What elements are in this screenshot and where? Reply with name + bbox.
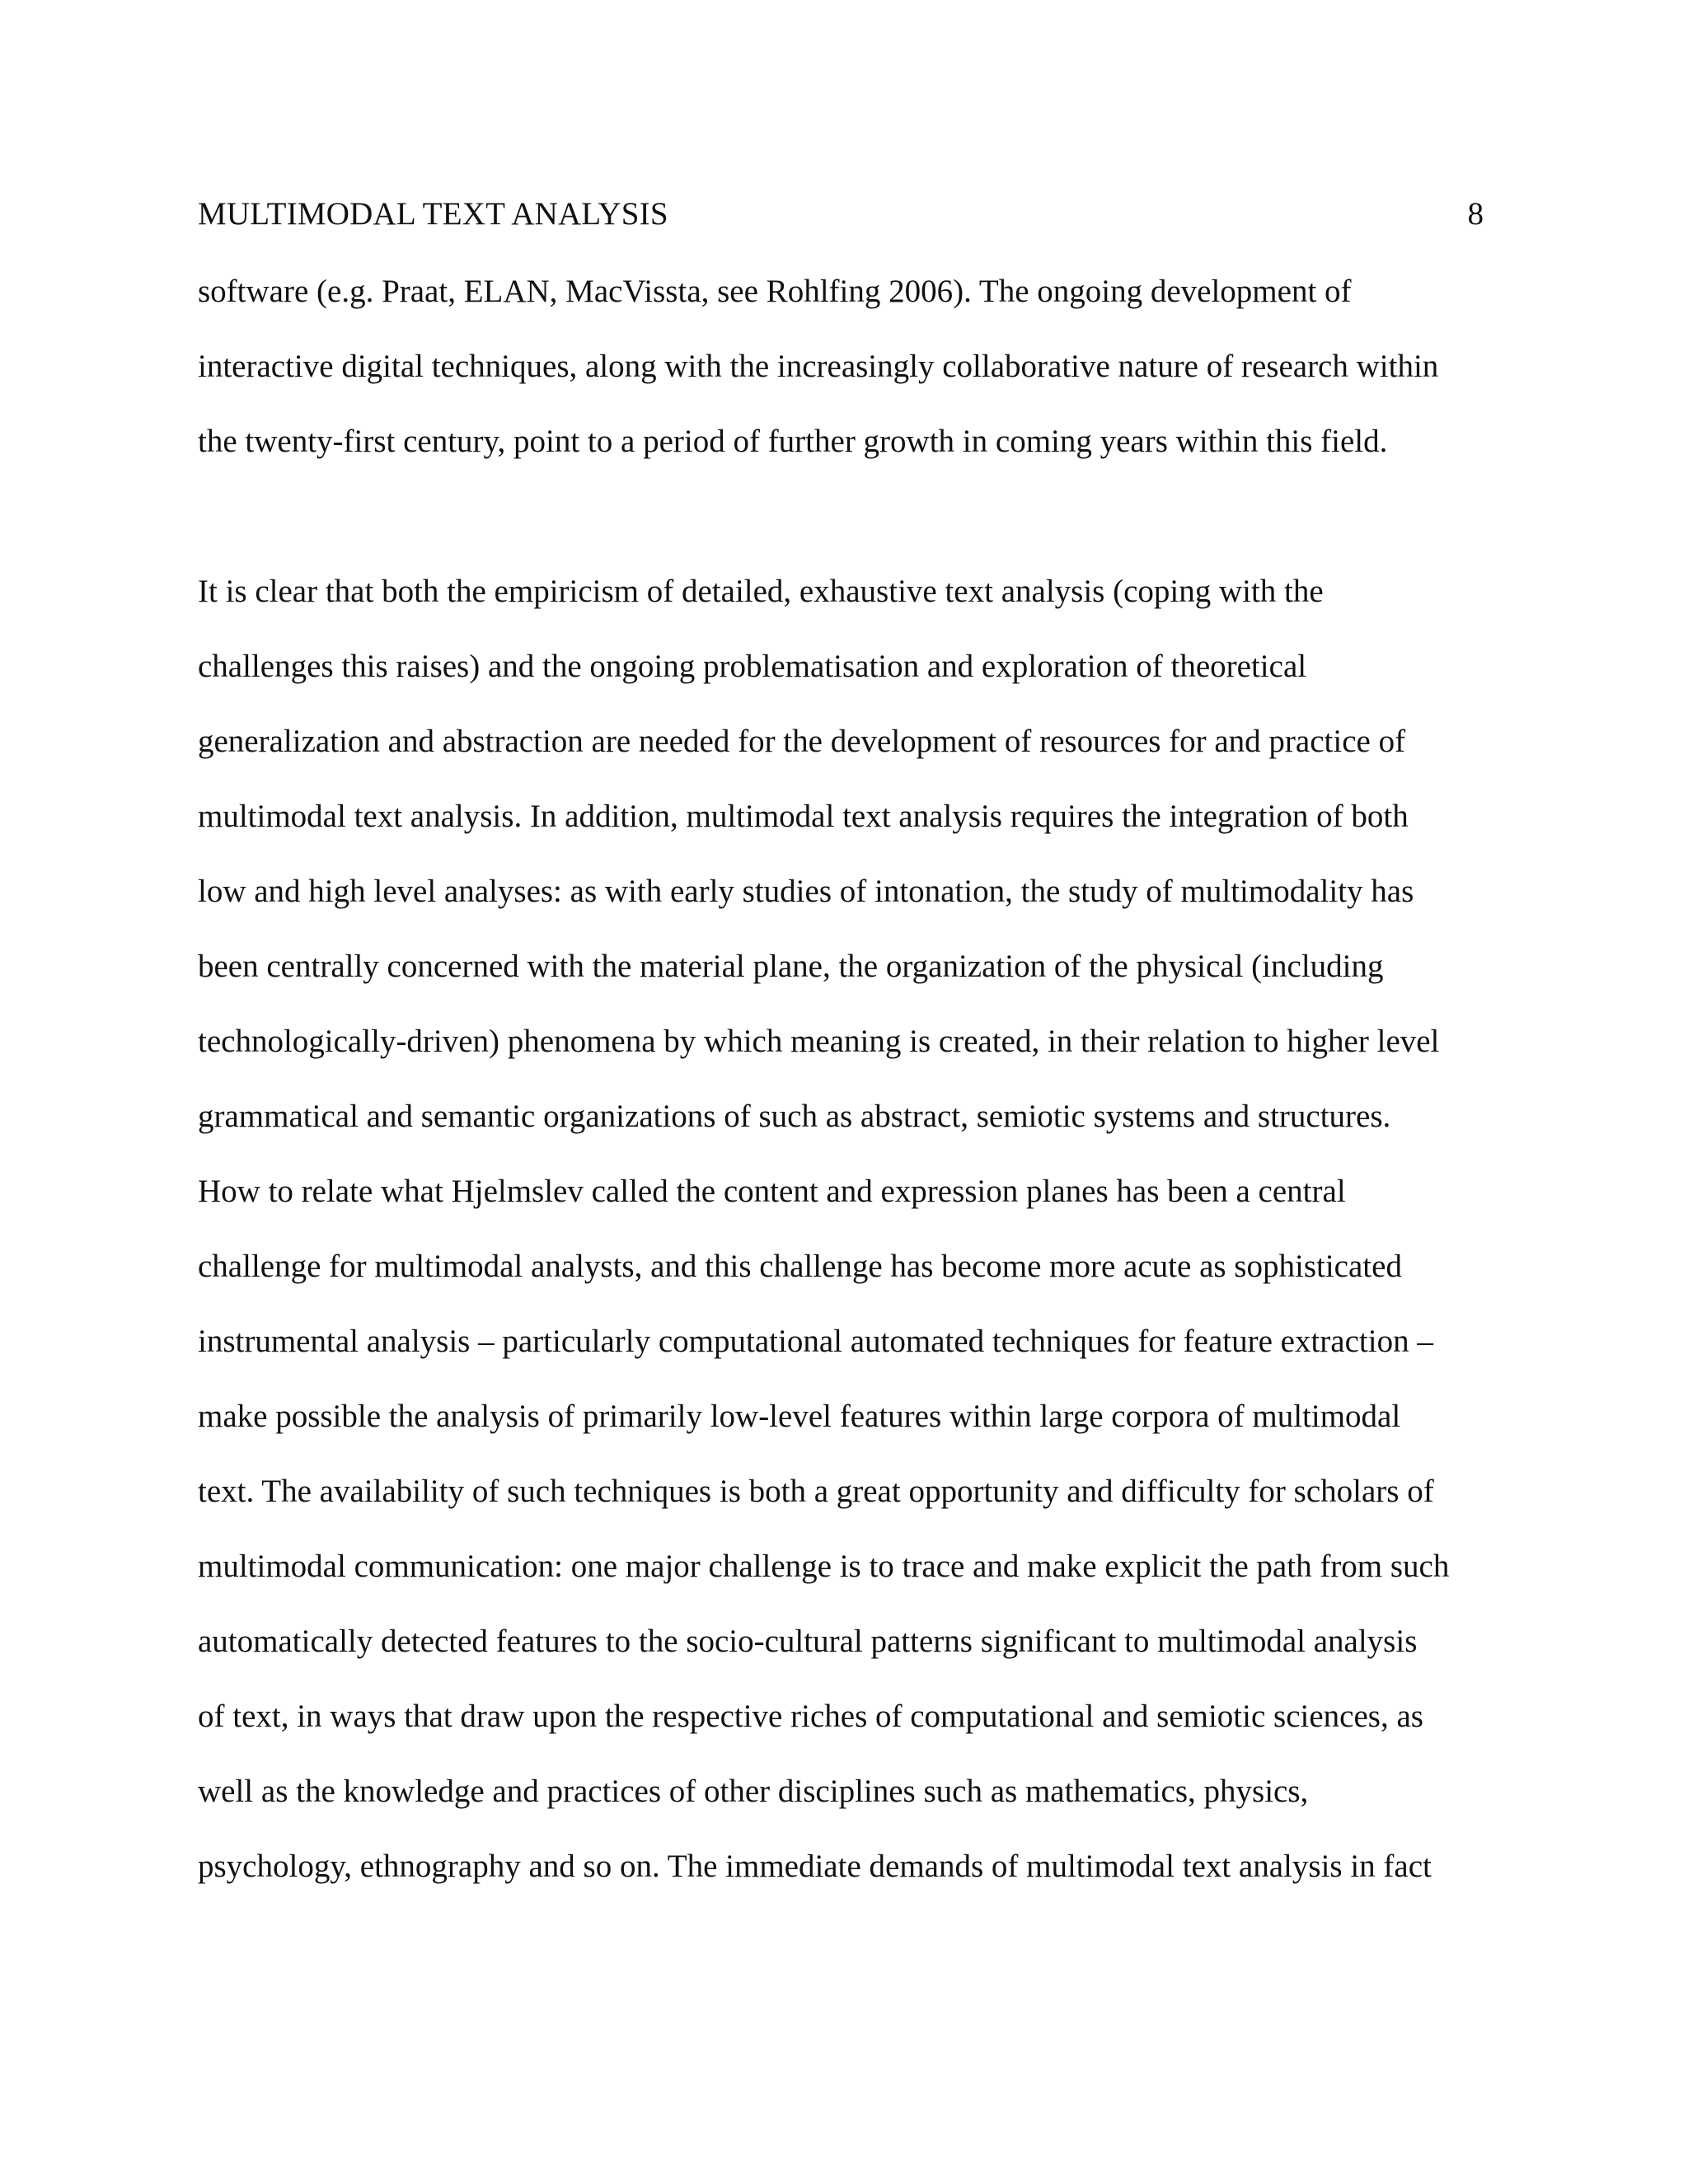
text-line: been centrally concerned with the material plane, the organization of the physical (including: [198, 949, 1384, 984]
text-line: software (e.g. Praat, ELAN, MacVissta, see Rohlfing 2006). The ongoing development of: [198, 274, 1352, 309]
text-line: the twenty-first century, point to a period of further growth in coming years within this field.: [198, 424, 1388, 459]
text-line: generalization and abstraction are needed for the development of resources for and practice of: [198, 724, 1406, 759]
text-line: interactive digital techniques, along with the increasingly collaborative nature of research within: [198, 349, 1439, 384]
text-line: psychology, ethnography and so on. The immediate demands of multimodal text analysis in fact: [198, 1849, 1432, 1884]
text-line: How to relate what Hjelmslev called the content and expression planes has been a central: [198, 1174, 1346, 1209]
text-line: It is clear that both the empiricism of detailed, exhaustive text analysis (coping with the: [198, 574, 1324, 609]
text-line: well as the knowledge and practices of other disciplines such as mathematics, physics,: [198, 1774, 1309, 1809]
text-line: grammatical and semantic organizations of such as abstract, semiotic systems and structures.: [198, 1099, 1391, 1134]
text-line: challenge for multimodal analysts, and this challenge has become more acute as sophisticated: [198, 1249, 1402, 1284]
text-line: low and high level analyses: as with early studies of intonation, the study of multimodality has: [198, 874, 1414, 909]
text-line: text. The availability of such techniques is both a great opportunity and difficulty for scholars of: [198, 1474, 1434, 1509]
text-line: challenges this raises) and the ongoing problematisation and exploration of theoretical: [198, 649, 1307, 684]
text-line: make possible the analysis of primarily low-level features within large corpora of multimodal: [198, 1399, 1401, 1434]
text-line: automatically detected features to the socio-cultural patterns significant to multimodal analysis: [198, 1624, 1418, 1659]
text-line: multimodal communication: one major challenge is to trace and make explicit the path from such: [198, 1549, 1450, 1584]
text-line: instrumental analysis – particularly computational automated techniques for feature extraction –: [198, 1324, 1433, 1359]
running-title: MULTIMODAL TEXT ANALYSIS: [198, 196, 668, 232]
text-line: of text, in ways that draw upon the respective riches of computational and semiotic sciences, as: [198, 1699, 1423, 1734]
text-line: technologically-driven) phenomena by which meaning is created, in their relation to higher level: [198, 1024, 1440, 1059]
text-line: multimodal text analysis. In addition, multimodal text analysis requires the integration of both: [198, 799, 1409, 834]
page-number: 8: [1467, 196, 1484, 232]
